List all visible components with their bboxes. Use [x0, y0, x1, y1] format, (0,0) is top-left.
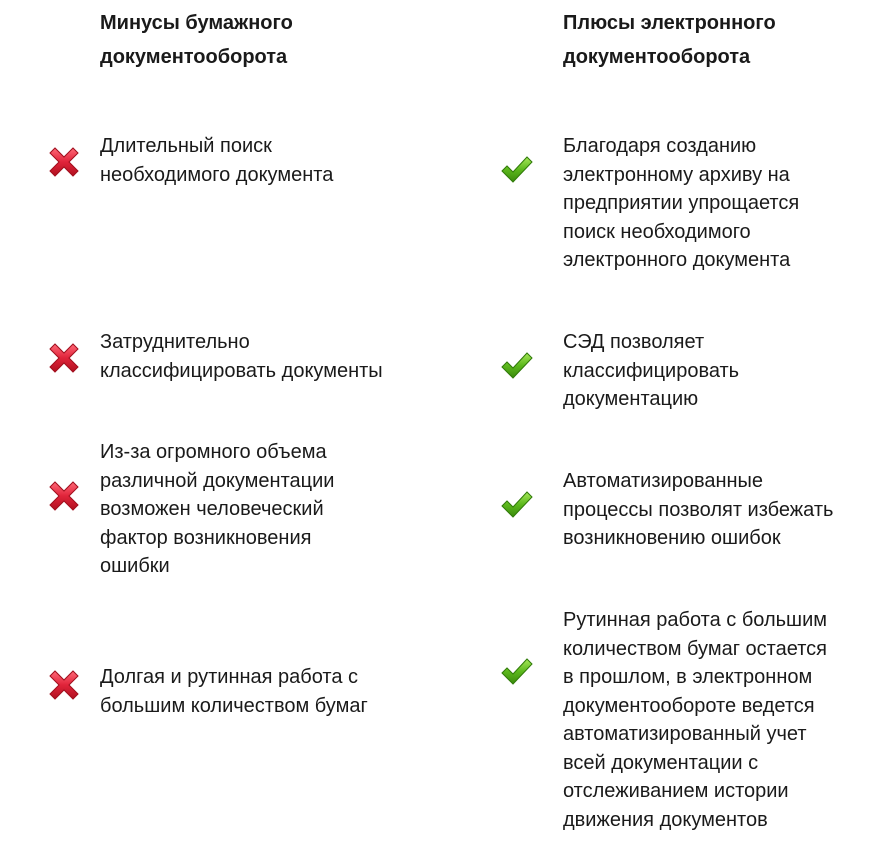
checkmark-icon	[499, 654, 535, 690]
pluses-heading: Плюсы электронного документооборота	[563, 12, 776, 68]
cross-icon	[46, 144, 82, 180]
plus-item-text: Благодаря созданию электронному архиву на предприятии упрощается поиск необходимого электронного документа	[563, 135, 800, 271]
cross-icon	[46, 340, 82, 376]
minus-item-text: Долгая и рутинная работа с большим количеством бумаг	[100, 666, 368, 717]
cross-icon	[46, 667, 82, 703]
minus-item-text: Длительный поиск необходимого документа	[100, 135, 334, 186]
checkmark-icon	[499, 152, 535, 188]
cross-icon	[46, 478, 82, 514]
minus-item-text: Затруднительно классифицировать документы	[100, 331, 383, 382]
plus-item-text: СЭД позволяет классифицировать документацию	[563, 331, 740, 410]
minus-item-text: Из-за огромного объема различной документации возможен человеческий фактор возникновения ошибки	[100, 441, 335, 577]
minuses-heading: Минусы бумажного документооборота	[100, 12, 293, 68]
plus-item-text: Рутинная работа с большим количеством бумаг остается в прошлом, в электронном документообороте ведется автоматизированный учет всей документации с отслеживанием истории движения документов	[563, 609, 828, 831]
checkmark-icon	[499, 487, 535, 523]
checkmark-icon	[499, 348, 535, 384]
plus-item-text: Автоматизированные процессы позволят избежать возникновению ошибок	[563, 470, 834, 549]
